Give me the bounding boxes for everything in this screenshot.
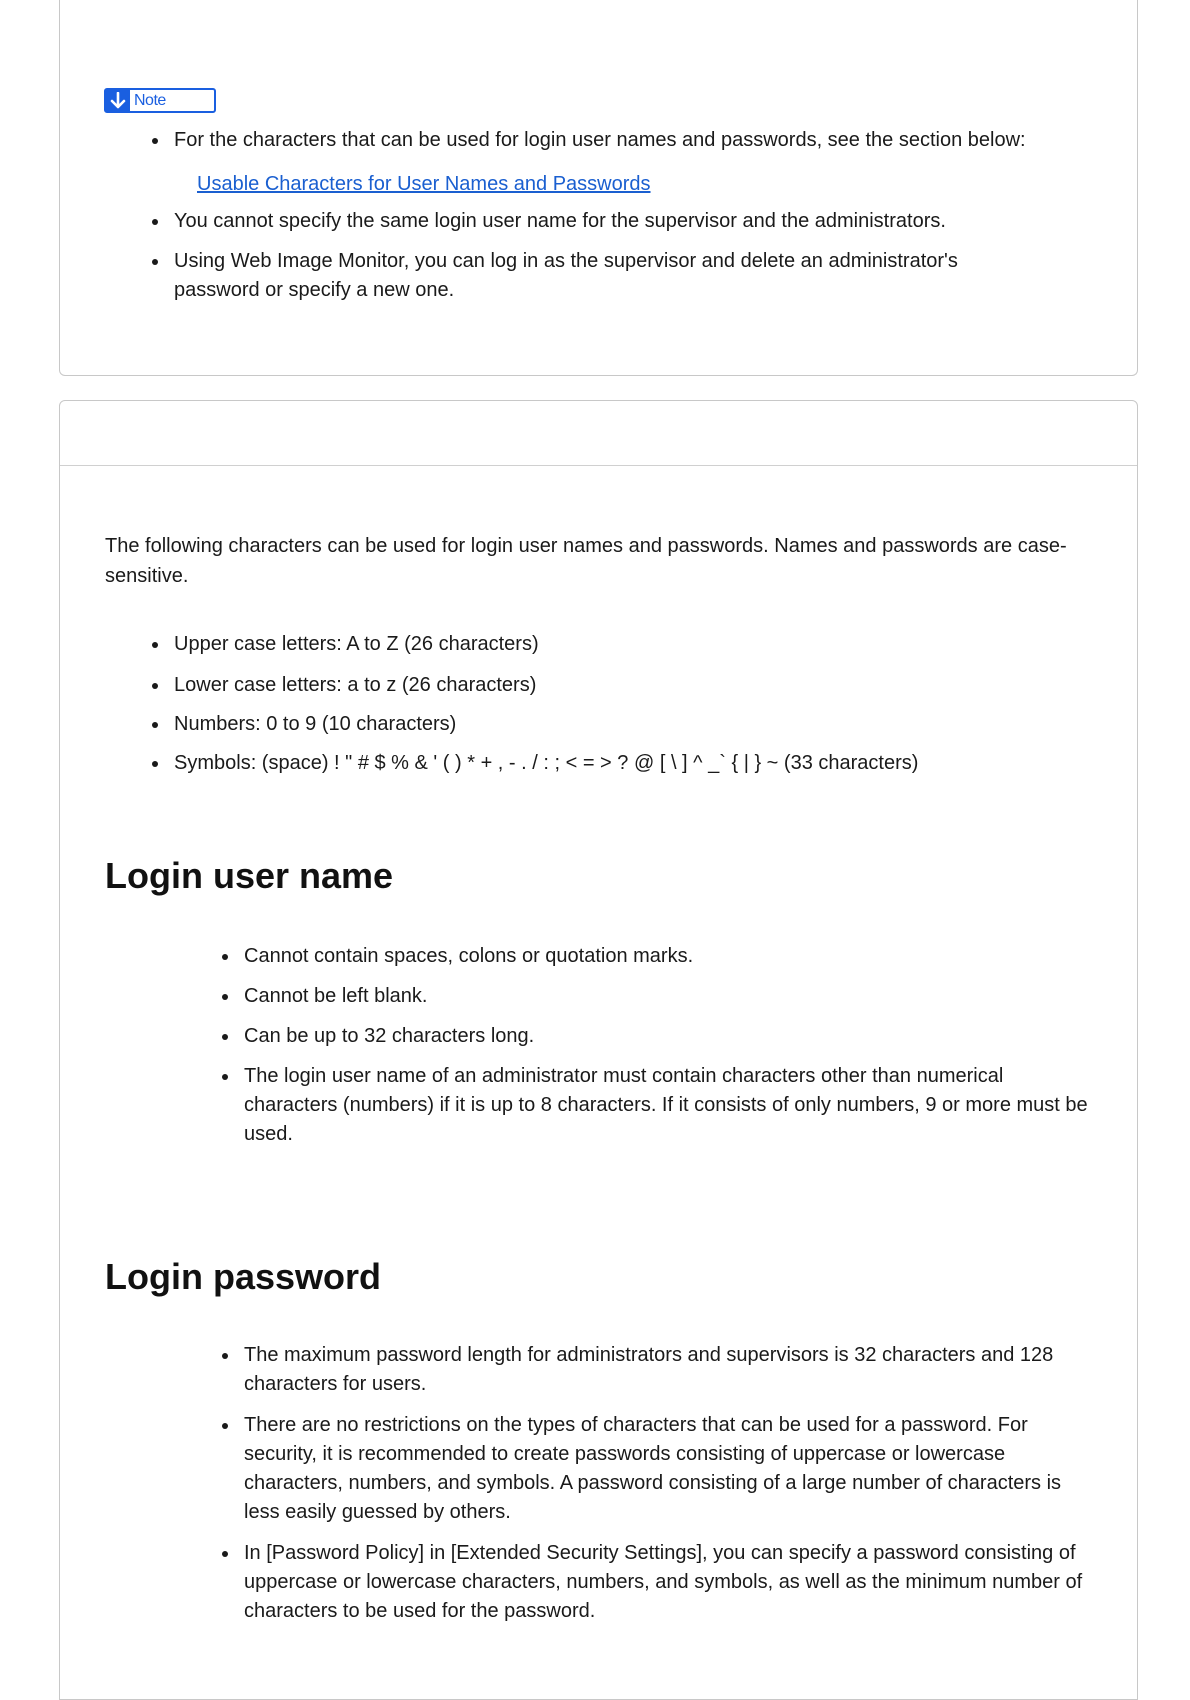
panel-header-divider: [60, 465, 1137, 466]
intro-paragraph: The following characters can be used for login user names and passwords. Names and passwords are case-sensitive.: [105, 535, 1067, 587]
list-item: The login user name of an administrator must contain characters other than numerical characters (numbers) if it is up to 8 characters. If it consists of only numbers, 9 or more must be used.: [244, 1062, 1094, 1149]
list-item: There are no restrictions on the types of characters that can be used for a password. For security, it is recommended to create passwords consisting of uppercase or lowercase characters, numbers, and symbols. A password consisting of a large number of characters is less easily guessed by others.: [244, 1411, 1094, 1527]
list-item: The maximum password length for administrators and supervisors is 32 characters and 128 characters for users.: [244, 1341, 1094, 1399]
list-item: Numbers: 0 to 9 (10 characters): [174, 710, 1114, 739]
list-item: Symbols: (space) ! " # $ % & ' ( ) * + , - . / : ; < = > ? @ [ \ ] ^ _` { | } ~ (33 characters): [174, 749, 1114, 778]
list-item: Upper case letters: A to Z (26 characters): [174, 630, 1114, 659]
note-badge: [104, 88, 216, 113]
down-arrow-icon: [106, 90, 130, 111]
list-item: You cannot specify the same login user name for the supervisor and the administrators.: [174, 207, 1094, 236]
login-password-heading: Login password: [105, 1256, 382, 1297]
list-item: Can be up to 32 characters long.: [244, 1022, 1094, 1051]
list-item: Lower case letters: a to z (26 characters): [174, 671, 1114, 700]
login-user-name-heading: Login user name: [105, 855, 394, 896]
list-item: Cannot be left blank.: [244, 982, 1094, 1011]
list-item: For the characters that can be used for login user names and passwords, see the section below:: [174, 126, 1094, 155]
list-item: Cannot contain spaces, colons or quotation marks.: [244, 942, 1094, 971]
usable-characters-link[interactable]: Usable Characters for User Names and Passwords: [197, 173, 651, 195]
list-item: In [Password Policy] in [Extended Security Settings], you can specify a password consisting of uppercase or lowercase characters, numbers, and symbols, as well as the minimum number of characters to be used for the password.: [244, 1539, 1094, 1626]
list-item: Using Web Image Monitor, you can log in as the supervisor and delete an administrator's password or specify a new one.: [174, 247, 1044, 305]
note-label: Note: [134, 92, 166, 109]
